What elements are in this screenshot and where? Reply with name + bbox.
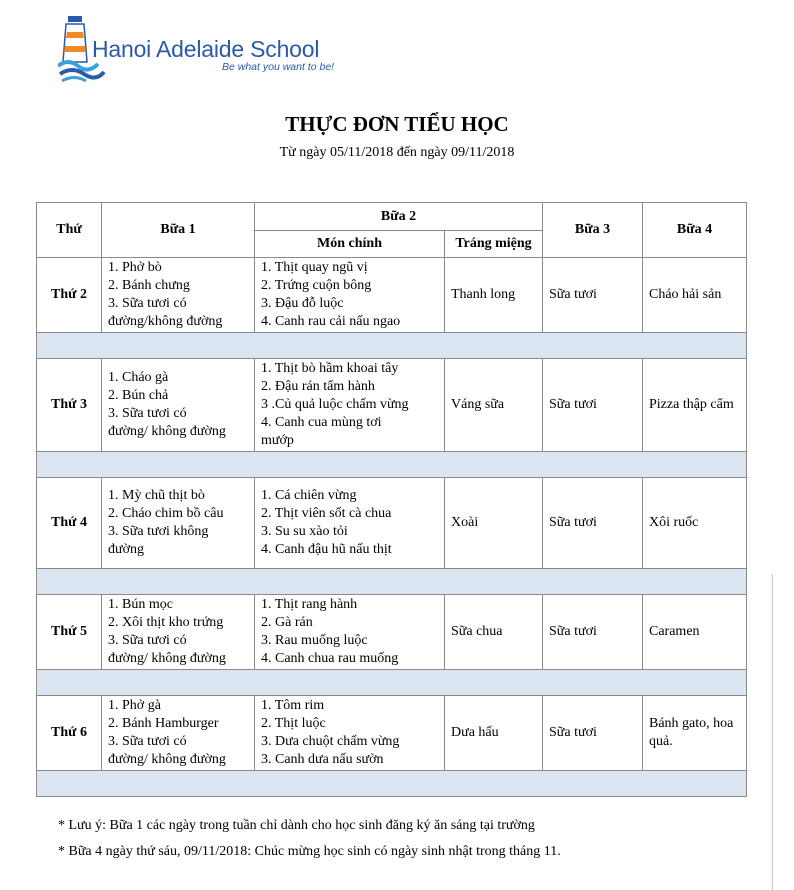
dessert-cell: Váng sữa xyxy=(445,359,543,452)
meal1-list xyxy=(102,696,255,771)
meal4-cell: Pizza thập cẩm xyxy=(643,359,747,452)
meal1-list xyxy=(102,595,255,670)
list-item: 1. Bún mọc xyxy=(108,597,173,612)
meal3-cell: Sữa tươi xyxy=(543,478,643,569)
dessert-cell: Thanh long xyxy=(445,258,543,333)
page-title: THỰC ĐƠN TIỂU HỌC xyxy=(285,112,509,136)
logo-tagline: Be what you want to be! xyxy=(222,61,335,73)
menu-table xyxy=(36,202,747,797)
list-item: 1. Phở bò xyxy=(108,260,162,275)
list-item: 2. Thịt viên sốt cà chua xyxy=(261,506,392,521)
table-row xyxy=(37,696,747,771)
note-breakfast: * Lưu ý: Bữa 1 các ngày trong tuần chỉ dành cho học sinh đăng ký ăn sáng tại trường xyxy=(58,818,535,833)
date-range: Từ ngày 05/11/2018 đến ngày 09/11/2018 xyxy=(279,145,515,160)
list-item: 4. Canh đậu hũ nấu thịt xyxy=(261,542,392,557)
page-edge-divider xyxy=(772,574,773,890)
separator-row xyxy=(37,670,747,696)
list-item: 3. Sữa tươi có xyxy=(108,633,187,648)
day-label: Thứ 6 xyxy=(37,696,102,771)
meal4-cell: Caramen xyxy=(643,595,747,670)
header-meal4: Bữa 4 xyxy=(643,203,747,258)
list-item: 2. Thịt luộc xyxy=(261,716,326,731)
dessert-cell: Xoài xyxy=(445,478,543,569)
table-row xyxy=(37,478,747,569)
list-item: 3. Rau muống luộc xyxy=(261,633,368,648)
list-item: 3 .Củ quả luộc chấm vừng xyxy=(261,397,409,412)
separator-row xyxy=(37,452,747,478)
list-item: 2. Bánh chưng xyxy=(108,278,190,293)
separator-row xyxy=(37,569,747,595)
main-dish-list xyxy=(255,696,445,771)
day-label: Thứ 4 xyxy=(37,478,102,569)
meal1-list xyxy=(102,258,255,333)
table-row xyxy=(37,359,747,452)
meal4-cell: Xôi ruốc xyxy=(643,478,747,569)
list-item: 1. Cháo gà xyxy=(108,370,169,385)
list-item: 3. Sữa tươi có xyxy=(108,296,187,311)
header-meal2: Bữa 2 xyxy=(255,203,543,231)
list-item: 2. Bánh Hamburger xyxy=(108,716,219,731)
main-dish-list xyxy=(255,258,445,333)
table-row xyxy=(37,595,747,670)
dessert-cell: Sữa chua xyxy=(445,595,543,670)
table-row xyxy=(37,258,747,333)
list-item: 4. Canh chua rau muống xyxy=(261,651,399,666)
dessert-cell: Dưa hấu xyxy=(445,696,543,771)
list-item: 2. Cháo chim bồ câu xyxy=(108,506,224,521)
list-item: 1. Cá chiên vừng xyxy=(261,488,357,503)
list-item: đường/ không đường xyxy=(108,651,226,666)
list-item: 2. Gà rán xyxy=(261,615,313,630)
header-day: Thứ xyxy=(37,203,102,258)
list-item: 3. Đậu đỗ luộc xyxy=(261,296,344,311)
meal3-cell: Sữa tươi xyxy=(543,595,643,670)
logo-school-name: Hanoi Adelaide School xyxy=(92,36,320,62)
list-item: đường xyxy=(108,542,144,557)
meal4-cell: Bánh gato, hoa quả. xyxy=(643,696,747,771)
list-item: 4. Canh rau cải nấu ngao xyxy=(261,314,401,329)
list-item: đường/ không đường xyxy=(108,424,226,439)
list-item: 3. Su su xào tỏi xyxy=(261,524,348,539)
meal1-list xyxy=(102,478,255,569)
list-item: 1. Tôm rim xyxy=(261,698,325,713)
main-dish-list xyxy=(255,359,445,452)
list-item: đường/ không đường xyxy=(108,752,226,767)
list-item: 1. Thịt quay ngũ vị xyxy=(261,260,368,275)
day-label: Thứ 5 xyxy=(37,595,102,670)
list-item: 1. Thịt bò hầm khoai tây xyxy=(261,361,399,376)
list-item: 2. Đậu rán tẩm hành xyxy=(261,379,375,394)
meal4-cell: Cháo hải sản xyxy=(643,258,747,333)
list-item: 2. Bún chả xyxy=(108,388,169,403)
header-main-dish: Món chính xyxy=(255,231,445,258)
list-item: đường/không đường xyxy=(108,314,223,329)
notes xyxy=(58,813,561,865)
list-item: 3. Dưa chuột chấm vừng xyxy=(261,734,400,749)
meal3-cell: Sữa tươi xyxy=(543,696,643,771)
main-dish-list xyxy=(255,595,445,670)
meal1-list xyxy=(102,359,255,452)
list-item: 4. Canh cua mùng tơi xyxy=(261,415,382,430)
meal3-cell: Sữa tươi xyxy=(543,258,643,333)
separator-row xyxy=(37,771,747,797)
header-meal1: Bữa 1 xyxy=(102,203,255,258)
list-item: 3. Sữa tươi có xyxy=(108,406,187,421)
day-label: Thứ 2 xyxy=(37,258,102,333)
list-item: 3. Sữa tươi không xyxy=(108,524,209,539)
list-item: 3. Canh dưa nấu sườn xyxy=(261,752,384,767)
list-item: 2. Xôi thịt kho trứng xyxy=(108,615,224,630)
header-meal3: Bữa 3 xyxy=(543,203,643,258)
day-label: Thứ 3 xyxy=(37,359,102,452)
list-item: 2. Trứng cuộn bông xyxy=(261,278,372,293)
separator-row xyxy=(37,333,747,359)
meal3-cell: Sữa tươi xyxy=(543,359,643,452)
list-item: mướp xyxy=(261,433,294,448)
list-item: 1. Thịt rang hành xyxy=(261,597,358,612)
note-birthday: * Bữa 4 ngày thứ sáu, 09/11/2018: Chúc mừng học sinh có ngày sinh nhật trong tháng 11. xyxy=(58,844,561,859)
list-item: 3. Sữa tươi có xyxy=(108,734,187,749)
main-dish-list xyxy=(255,478,445,569)
list-item: 1. Mỳ chũ thịt bò xyxy=(108,488,205,503)
list-item: 1. Phở gà xyxy=(108,698,161,713)
header-dessert: Tráng miệng xyxy=(445,231,543,258)
